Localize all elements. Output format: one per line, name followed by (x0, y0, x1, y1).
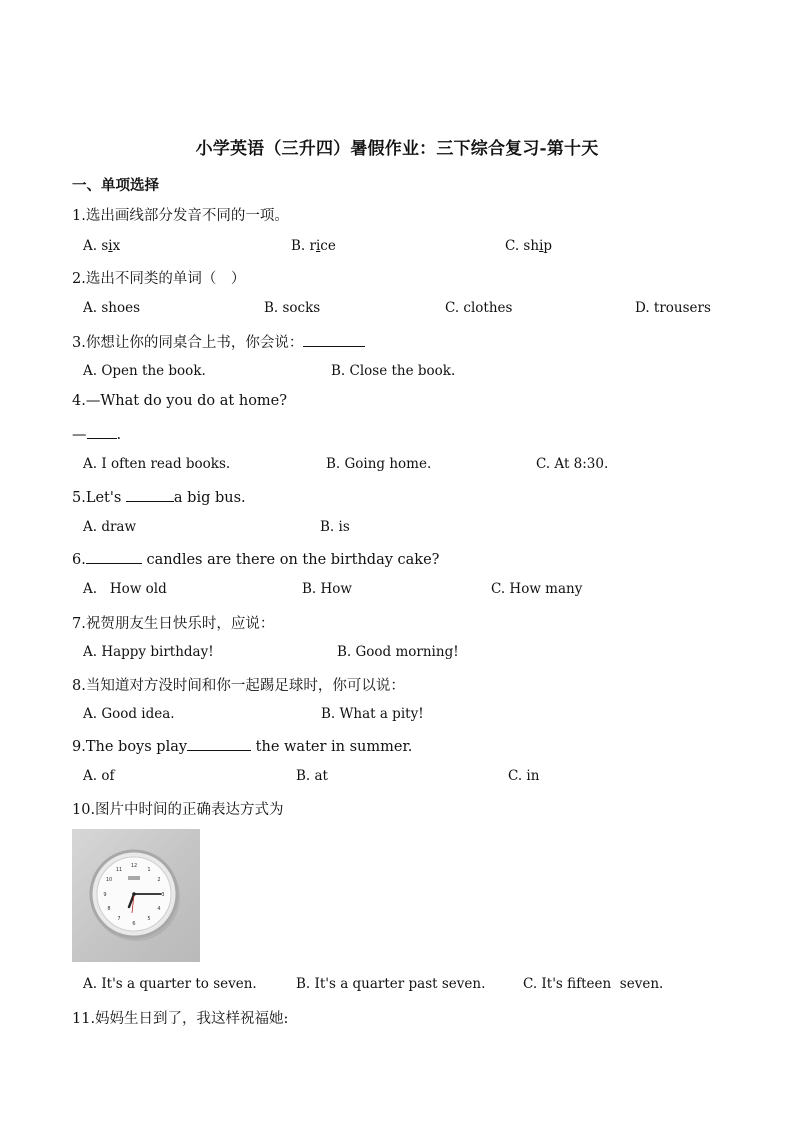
question-6-option-a[interactable]: A. How old (83, 581, 167, 597)
question-3-option-a[interactable]: A. Open the book. (83, 363, 206, 379)
question-1-option-b[interactable] (291, 238, 336, 254)
question-4-option-c[interactable]: C. At 8:30. (536, 456, 609, 472)
answer-blank[interactable] (187, 736, 251, 751)
page-title: 小学英语（三升四）暑假作业：三下综合复习-第十天 (195, 139, 599, 159)
question-3-stem (72, 331, 365, 352)
svg-text:7: 7 (117, 916, 121, 922)
question-4-stem: 4.—What do you do at home? (72, 393, 288, 409)
question-9-stem (72, 736, 412, 755)
svg-text:11: 11 (115, 867, 123, 873)
question-5-option-a[interactable]: A. draw (83, 519, 137, 535)
question-2-stem: 2.选出不同类的单词（ ） (72, 271, 246, 287)
option-text: A. s (83, 238, 109, 254)
answer-blank[interactable] (303, 332, 365, 347)
underlined-letter: i (315, 238, 321, 254)
svg-text:3: 3 (161, 892, 165, 898)
svg-text:6: 6 (132, 921, 136, 927)
stem-text-end: the water in summer. (251, 739, 413, 755)
question-10-option-c[interactable]: C. It's fifteen seven. (523, 976, 664, 992)
question-9-option-a[interactable]: A. of (83, 768, 115, 784)
period: . (116, 427, 122, 443)
section-heading: 一、单项选择 (72, 177, 159, 194)
svg-text:10: 10 (105, 877, 113, 883)
answer-blank[interactable] (126, 487, 174, 502)
question-8-stem: 8.当知道对方没时间和你一起踢足球时，你可以说： (72, 678, 405, 694)
svg-text:12: 12 (130, 863, 138, 869)
dash: — (72, 427, 87, 443)
question-10-stem: 10.图片中时间的正确表达方式为 (72, 802, 284, 818)
question-7-option-b[interactable]: B. Good morning! (337, 644, 459, 660)
clock-drawing (72, 829, 200, 962)
svg-text:2: 2 (157, 877, 161, 883)
question-6-option-b[interactable]: B. How (302, 581, 352, 597)
question-2-option-c[interactable]: C. clothes (445, 300, 513, 316)
stem-text: 9.The boys play (72, 739, 188, 755)
wall-clock-icon (72, 829, 200, 962)
option-text: B. r (291, 238, 316, 254)
svg-text:9: 9 (103, 892, 107, 898)
svg-text:8: 8 (107, 906, 111, 912)
stem-text: 6. (72, 552, 86, 568)
question-9-option-c[interactable]: C. in (508, 768, 540, 784)
option-text: C. sh (505, 238, 540, 254)
answer-blank[interactable] (87, 424, 117, 439)
svg-text:4: 4 (157, 906, 161, 912)
option-text: ce (320, 238, 336, 254)
question-5-stem (72, 487, 246, 506)
option-text: p (543, 238, 553, 254)
option-text: x (112, 238, 121, 254)
stem-text-end: a big bus. (173, 490, 246, 506)
question-11-stem: 11.妈妈生日到了，我这样祝福她: (72, 1011, 289, 1027)
question-8-option-a[interactable]: A. Good idea. (83, 706, 175, 722)
answer-blank[interactable] (86, 549, 142, 564)
question-1-option-c[interactable] (505, 238, 552, 254)
question-1-stem: 1.选出画线部分发音不同的一项。 (72, 208, 289, 224)
question-5-option-b[interactable]: B. is (320, 519, 350, 535)
underlined-letter: i (539, 238, 544, 254)
underlined-letter: i (108, 238, 113, 254)
question-10-option-b[interactable]: B. It's a quarter past seven. (296, 976, 486, 992)
question-9-option-b[interactable]: B. at (296, 768, 328, 784)
stem-text-end: candles are there on the birthday cake? (141, 552, 440, 568)
question-7-option-a[interactable]: A. Happy birthday! (83, 644, 214, 660)
question-6-stem (72, 549, 439, 568)
stem-text: 5.Let's (72, 490, 126, 506)
question-2-option-a[interactable]: A. shoes (83, 300, 140, 316)
question-4-option-b[interactable]: B. Going home. (326, 456, 432, 472)
question-10-option-a[interactable]: A. It's a quarter to seven. (83, 976, 257, 992)
question-4-answer-line (72, 424, 121, 443)
question-2-option-b[interactable]: B. socks (264, 300, 321, 316)
question-6-option-c[interactable]: C. How many (491, 581, 583, 597)
svg-text:1: 1 (147, 867, 151, 873)
stem-text: 3.你想让你的同桌合上书，你会说： (72, 335, 304, 351)
question-8-option-b[interactable]: B. What a pity! (321, 706, 424, 722)
question-7-stem: 7.祝贺朋友生日快乐时，应说： (72, 616, 275, 632)
svg-text:5: 5 (147, 916, 151, 922)
question-3-option-b[interactable]: B. Close the book. (331, 363, 456, 379)
question-4-option-a[interactable]: A. I often read books. (83, 456, 231, 472)
question-2-option-d[interactable]: D. trousers (635, 300, 711, 316)
question-1-option-a[interactable] (83, 238, 120, 254)
